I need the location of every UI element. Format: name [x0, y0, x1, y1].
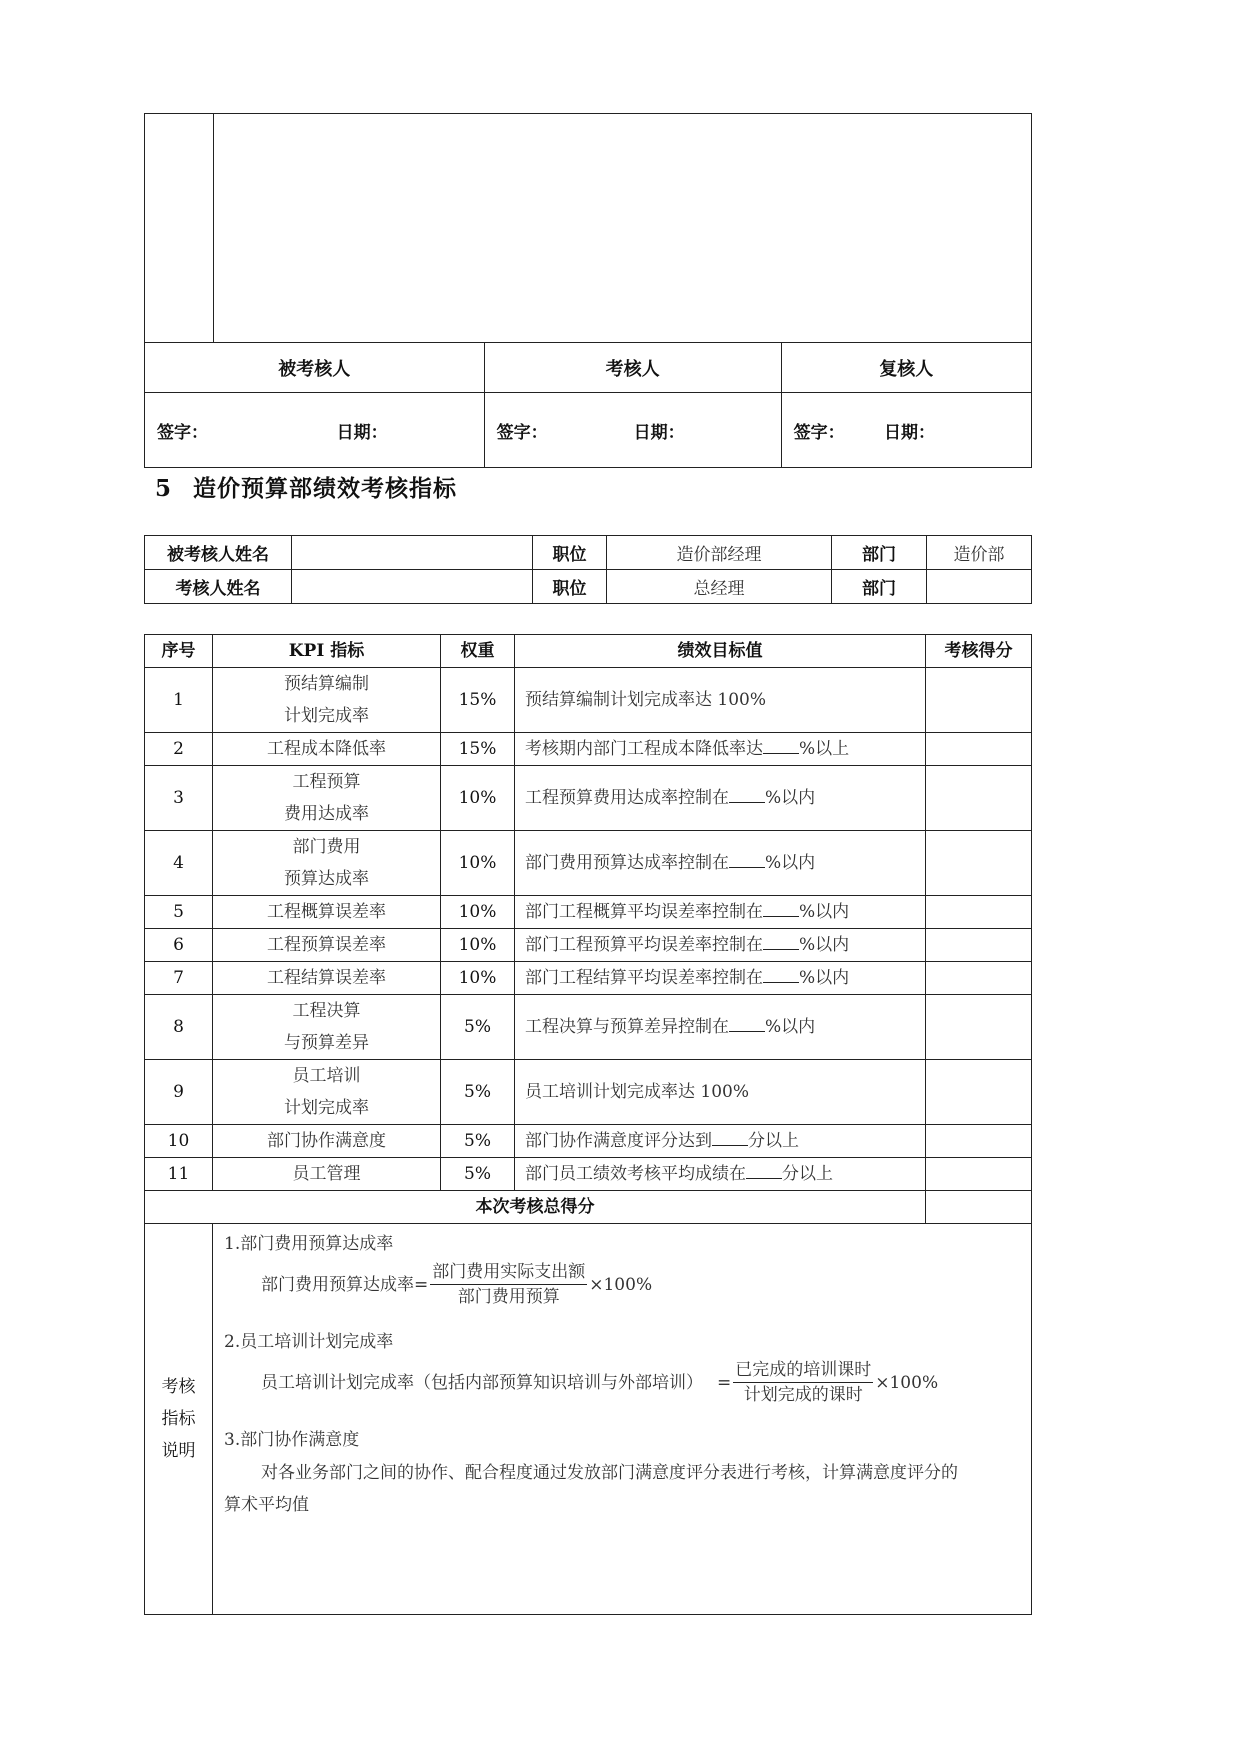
kpi-score-field[interactable] [926, 831, 1032, 896]
blank-content-area [214, 114, 1032, 343]
kpi-target: 员工培训计划完成率达 100% [515, 1060, 926, 1125]
appraiser-name-field[interactable] [292, 570, 533, 604]
target-blank[interactable] [712, 1127, 748, 1146]
appraisee-header: 被考核人 [145, 343, 485, 393]
note-item1-formula: 部门费用预算达成率= $\frac{\text{部门费用实际支出额}}{\text{部门费用预算}}$ ×100% [261, 1262, 653, 1307]
table-row [145, 962, 1032, 995]
kpi-name: 部门协作满意度 [213, 1125, 441, 1158]
row-no: 6 [145, 929, 213, 962]
signature-table [144, 113, 1032, 468]
kpi-weight: 15% [441, 668, 515, 733]
target-blank[interactable] [763, 931, 799, 950]
row-no: 10 [145, 1125, 213, 1158]
appraisee-name-field[interactable] [292, 536, 533, 570]
kpi-score-field[interactable] [926, 668, 1032, 733]
kpi-score-field[interactable] [926, 929, 1032, 962]
kpi-score-field[interactable] [926, 1158, 1032, 1191]
kpi-score-field[interactable] [926, 962, 1032, 995]
kpi-target: 考核期内部门工程成本降低率达 %以上 [515, 733, 926, 766]
kpi-target: 工程预算费用达成率控制在 %以内 [515, 766, 926, 831]
kpi-name: 工程决算 与预算差异 [213, 995, 441, 1060]
kpi-name: 工程概算误差率 [213, 896, 441, 929]
target-blank[interactable] [729, 1013, 765, 1032]
appraiser-header: 考核人 [484, 343, 781, 393]
position-label: 职位 [533, 570, 607, 604]
kpi-target: 部门工程概算平均误差率控制在 %以内 [515, 896, 926, 929]
note-item3-line1: 对各业务部门之间的协作、配合程度通过发放部门满意度评分表进行考核，计算满意度评分的 [261, 1463, 958, 1483]
kpi-target: 部门费用预算达成率控制在 %以内 [515, 831, 926, 896]
target-blank[interactable] [763, 898, 799, 917]
table-row [145, 831, 1032, 896]
table-row [145, 766, 1032, 831]
table-row [145, 1158, 1032, 1191]
kpi-score-field[interactable] [926, 1060, 1032, 1125]
note-item3-line2: 算术平均值 [224, 1495, 309, 1515]
table-row [145, 995, 1032, 1060]
kpi-target: 预结算编制计划完成率达 100% [515, 668, 926, 733]
kpi-name: 工程成本降低率 [213, 733, 441, 766]
kpi-target: 部门协作满意度评分达到 分以上 [515, 1125, 926, 1158]
col-header-score: 考核得分 [926, 635, 1032, 668]
kpi-name: 员工管理 [213, 1158, 441, 1191]
target-blank[interactable] [729, 849, 765, 868]
kpi-name: 员工培训 计划完成率 [213, 1060, 441, 1125]
table-row [145, 733, 1032, 766]
row-no: 7 [145, 962, 213, 995]
table-row [145, 668, 1032, 733]
kpi-table [144, 634, 1032, 1615]
reviewer-sign-cell[interactable] [781, 393, 1031, 468]
col-header-weight: 权重 [441, 635, 515, 668]
table-row [145, 929, 1032, 962]
table-row [145, 1125, 1032, 1158]
kpi-weight: 10% [441, 962, 515, 995]
kpi-name: 部门费用 预算达成率 [213, 831, 441, 896]
kpi-target: 部门工程预算平均误差率控制在 %以内 [515, 929, 926, 962]
kpi-weight: 5% [441, 995, 515, 1060]
notes-content [213, 1224, 1032, 1615]
target-blank[interactable] [763, 735, 799, 754]
kpi-weight: 5% [441, 1060, 515, 1125]
appraisee-name-label: 被考核人姓名 [145, 536, 292, 570]
notes-row [145, 1224, 1032, 1615]
kpi-target: 工程决算与预算差异控制在 %以内 [515, 995, 926, 1060]
section-number: 5 [155, 475, 173, 502]
row-no: 2 [145, 733, 213, 766]
total-score-field[interactable] [926, 1191, 1032, 1224]
notes-label: 考核 指标 说明 [145, 1224, 213, 1615]
row-no: 9 [145, 1060, 213, 1125]
note-item3-title: 3.部门协作满意度 [224, 1430, 360, 1450]
col-header-kpi: KPI 指标 [213, 635, 441, 668]
col-header-no: 序号 [145, 635, 213, 668]
section-title-text: 造价预算部绩效考核指标 [193, 475, 457, 502]
kpi-name: 工程结算误差率 [213, 962, 441, 995]
target-blank[interactable] [746, 1160, 782, 1179]
table-row [145, 1060, 1032, 1125]
appraisee-dept-value[interactable]: 造价部 [927, 536, 1032, 570]
appraisee-position-value[interactable]: 造价部经理 [607, 536, 832, 570]
row-no: 3 [145, 766, 213, 831]
date-label: 日期： [884, 422, 935, 443]
target-blank[interactable] [763, 964, 799, 983]
appraiser-dept-value[interactable] [927, 570, 1032, 604]
kpi-weight: 10% [441, 831, 515, 896]
date-label: 日期： [633, 422, 685, 443]
kpi-target: 部门工程结算平均误差率控制在 %以内 [515, 962, 926, 995]
kpi-score-field[interactable] [926, 896, 1032, 929]
row-no: 4 [145, 831, 213, 896]
row-no: 5 [145, 896, 213, 929]
row-no: 1 [145, 668, 213, 733]
note-item2-title: 2.员工培训计划完成率 [224, 1332, 394, 1352]
kpi-name: 工程预算误差率 [213, 929, 441, 962]
kpi-weight: 5% [441, 1125, 515, 1158]
table-row [145, 896, 1032, 929]
row-no: 8 [145, 995, 213, 1060]
col-header-target: 绩效目标值 [515, 635, 926, 668]
total-label: 本次考核总得分 [145, 1191, 926, 1224]
kpi-score-field[interactable] [926, 766, 1032, 831]
appraiser-position-value[interactable]: 总经理 [607, 570, 832, 604]
total-row [145, 1191, 1032, 1224]
dept-label: 部门 [832, 570, 927, 604]
note-item1-title: 1.部门费用预算达成率 [224, 1234, 394, 1254]
info-table [144, 535, 1032, 604]
date-label: 日期： [336, 422, 388, 443]
sign-label: 签字： [157, 422, 208, 443]
position-label: 职位 [533, 536, 607, 570]
kpi-weight: 10% [441, 929, 515, 962]
target-blank[interactable] [729, 784, 765, 803]
blank-cell [145, 114, 214, 343]
reviewer-header: 复核人 [781, 343, 1031, 393]
kpi-name: 预结算编制 计划完成率 [213, 668, 441, 733]
kpi-name: 工程预算 费用达成率 [213, 766, 441, 831]
appraisee-sign-cell[interactable] [145, 393, 485, 468]
sign-label: 签字： [496, 422, 548, 443]
appraiser-name-label: 考核人姓名 [145, 570, 292, 604]
kpi-weight: 10% [441, 766, 515, 831]
note-item2-formula: 员工培训计划完成率（包括内部预算知识培训与外部培训） = $\frac{\text{已完成的培训课时}}{\text{计划完成的课时}}$ ×100% [261, 1360, 939, 1405]
appraiser-sign-cell[interactable] [484, 393, 781, 468]
kpi-weight: 10% [441, 896, 515, 929]
kpi-weight: 5% [441, 1158, 515, 1191]
kpi-score-field[interactable] [926, 1125, 1032, 1158]
sign-label: 签字： [793, 422, 845, 443]
kpi-target: 部门员工绩效考核平均成绩在 分以上 [515, 1158, 926, 1191]
kpi-score-field[interactable] [926, 733, 1032, 766]
section-title [155, 470, 457, 503]
row-no: 11 [145, 1158, 213, 1191]
dept-label: 部门 [832, 536, 927, 570]
kpi-score-field[interactable] [926, 995, 1032, 1060]
kpi-weight: 15% [441, 733, 515, 766]
